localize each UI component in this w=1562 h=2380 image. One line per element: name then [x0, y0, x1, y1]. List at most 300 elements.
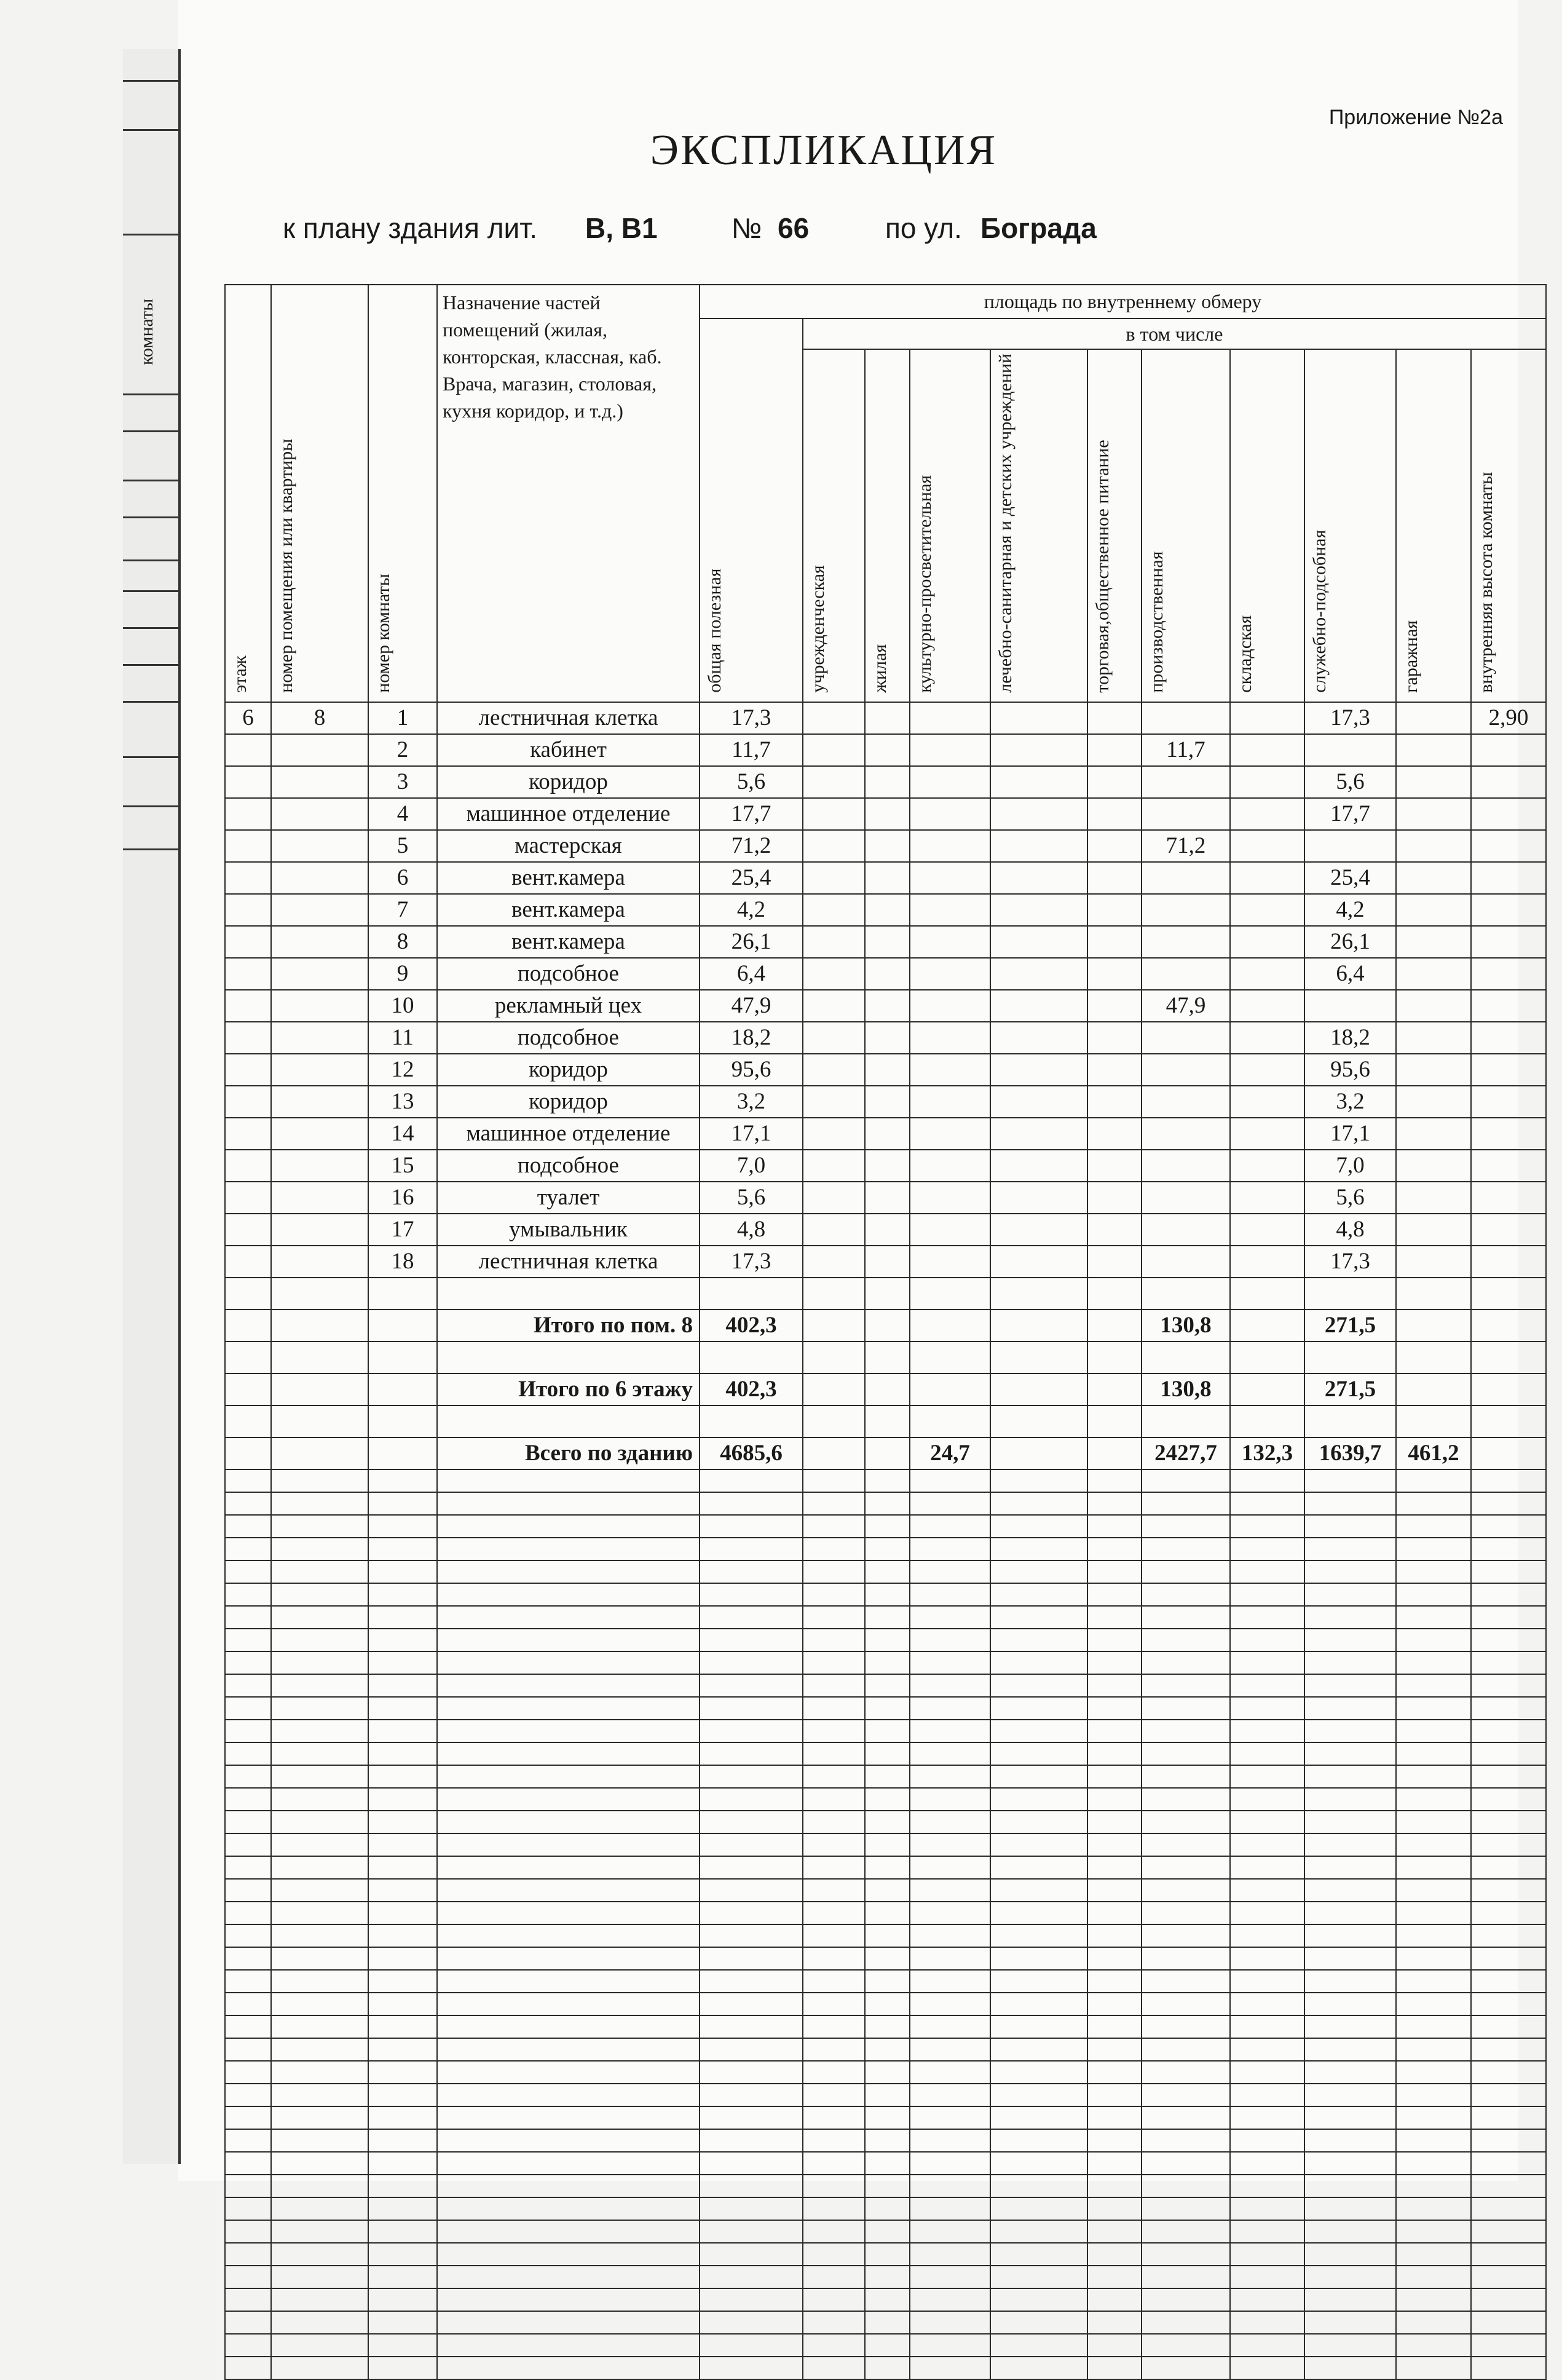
empty-cell [1142, 2220, 1230, 2243]
purpose-cell [437, 1342, 700, 1374]
empty-cell [1304, 1720, 1396, 1742]
empty-cell [225, 1538, 271, 1560]
height-cell [1471, 830, 1546, 862]
empty-cell [1230, 1606, 1304, 1629]
floor-cell [225, 862, 271, 894]
empty-cell [437, 1879, 700, 1902]
empty-row [225, 2243, 1546, 2266]
empty-cell [865, 2129, 910, 2152]
empty-cell [910, 2129, 990, 2152]
institutional-cell [803, 926, 865, 958]
height-cell [1471, 1246, 1546, 1278]
empty-cell [1471, 1515, 1546, 1538]
empty-cell [271, 2243, 368, 2266]
empty-cell [1230, 1765, 1304, 1788]
storage-cell [1230, 1182, 1304, 1214]
empty-cell [1396, 2266, 1471, 2288]
empty-cell [865, 2266, 910, 2288]
empty-cell [803, 2106, 865, 2129]
empty-cell [1396, 1788, 1471, 1811]
total-area-cell: 4,2 [700, 894, 803, 926]
height-cell [1471, 1374, 1546, 1405]
col-header-cultural: культурно-просветительная [910, 349, 990, 702]
empty-cell [225, 1765, 271, 1788]
empty-cell [225, 2220, 271, 2243]
edge-rule-line [123, 664, 178, 666]
apartment-cell [271, 766, 368, 798]
cultural-cell [910, 1246, 990, 1278]
empty-cell [368, 2106, 437, 2129]
empty-cell [1304, 2220, 1396, 2243]
height-cell [1471, 1150, 1546, 1182]
empty-cell [271, 2175, 368, 2197]
service-cell: 271,5 [1304, 1374, 1396, 1405]
empty-cell [865, 1697, 910, 1720]
empty-cell [1087, 1674, 1142, 1697]
storage-cell [1230, 1086, 1304, 1118]
empty-cell [271, 2061, 368, 2084]
residential-cell [865, 1278, 910, 1310]
table-row [225, 1437, 1546, 1469]
empty-cell [225, 2129, 271, 2152]
empty-cell [910, 2334, 990, 2357]
empty-cell [990, 2220, 1087, 2243]
empty-cell [1396, 2038, 1471, 2061]
height-cell [1471, 1054, 1546, 1086]
empty-cell [910, 1674, 990, 1697]
empty-cell [225, 1970, 271, 1993]
garage-cell [1396, 1310, 1471, 1342]
medical-cell [990, 766, 1087, 798]
service-cell: 5,6 [1304, 766, 1396, 798]
room-number-cell [368, 1374, 437, 1405]
empty-cell [1471, 1947, 1546, 1970]
empty-cell [865, 2357, 910, 2379]
table-row [225, 926, 1546, 958]
empty-cell [700, 2175, 803, 2197]
empty-cell [1087, 1788, 1142, 1811]
medical-cell [990, 894, 1087, 926]
empty-cell [271, 1720, 368, 1742]
apartment-cell [271, 734, 368, 766]
empty-cell [271, 1970, 368, 1993]
cultural-cell [910, 766, 990, 798]
empty-cell [990, 1947, 1087, 1970]
empty-cell [368, 2175, 437, 2197]
col-header-height: внутренняя высота комнаты [1471, 349, 1546, 702]
purpose-cell: умывальник [437, 1214, 700, 1246]
medical-cell [990, 958, 1087, 990]
apartment-cell [271, 1118, 368, 1150]
empty-cell [865, 1947, 910, 1970]
empty-cell [700, 2129, 803, 2152]
empty-cell [271, 1697, 368, 1720]
empty-row [225, 2084, 1546, 2106]
empty-cell [437, 2084, 700, 2106]
cultural-cell [910, 1405, 990, 1437]
medical-cell [990, 1118, 1087, 1150]
empty-cell [910, 2084, 990, 2106]
empty-cell [271, 2288, 368, 2311]
floor-cell [225, 1214, 271, 1246]
empty-cell [1471, 1856, 1546, 1879]
empty-cell [368, 2220, 437, 2243]
empty-cell [1471, 1606, 1546, 1629]
empty-row [225, 1651, 1546, 1674]
empty-cell [1304, 1856, 1396, 1879]
table-row [225, 734, 1546, 766]
empty-cell [1471, 2288, 1546, 2311]
empty-cell [1396, 1492, 1471, 1515]
empty-cell [910, 2197, 990, 2220]
empty-cell [700, 2152, 803, 2175]
residential-cell [865, 1214, 910, 1246]
empty-cell [1142, 1902, 1230, 1924]
service-cell: 4,8 [1304, 1214, 1396, 1246]
empty-cell [1087, 1765, 1142, 1788]
empty-cell [225, 1492, 271, 1515]
medical-cell [990, 702, 1087, 734]
empty-cell [990, 1742, 1087, 1765]
empty-cell [1142, 1515, 1230, 1538]
purpose-cell: подсобное [437, 958, 700, 990]
empty-cell [1087, 2243, 1142, 2266]
empty-cell [437, 2266, 700, 2288]
empty-cell [368, 1811, 437, 1833]
empty-cell [1142, 1560, 1230, 1583]
edge-rule-line [123, 430, 178, 432]
total-area-cell [700, 1405, 803, 1437]
storage-cell [1230, 1022, 1304, 1054]
empty-row [225, 1970, 1546, 1993]
institutional-cell [803, 766, 865, 798]
purpose-cell: вент.камера [437, 894, 700, 926]
medical-cell [990, 830, 1087, 862]
empty-cell [1304, 1651, 1396, 1674]
subtitle-prefix: к плану здания лит. [283, 212, 537, 244]
empty-cell [1087, 2334, 1142, 2357]
production-cell [1142, 894, 1230, 926]
total-area-cell: 402,3 [700, 1374, 803, 1405]
trade-cell [1087, 1405, 1142, 1437]
height-cell [1471, 990, 1546, 1022]
storage-cell [1230, 1150, 1304, 1182]
empty-cell [1396, 1902, 1471, 1924]
empty-cell [1396, 2311, 1471, 2334]
residential-cell [865, 990, 910, 1022]
empty-cell [271, 2106, 368, 2129]
service-cell: 4,2 [1304, 894, 1396, 926]
empty-row [225, 2106, 1546, 2129]
empty-cell [1087, 2015, 1142, 2038]
empty-cell [1396, 2220, 1471, 2243]
empty-cell [225, 2334, 271, 2357]
empty-cell [271, 2015, 368, 2038]
empty-cell [437, 2038, 700, 2061]
height-cell [1471, 1182, 1546, 1214]
empty-cell [910, 2038, 990, 2061]
floor-cell [225, 958, 271, 990]
cultural-cell [910, 1150, 990, 1182]
empty-cell [1471, 2038, 1546, 2061]
empty-row [225, 1924, 1546, 1947]
empty-row [225, 1902, 1546, 1924]
empty-cell [990, 1583, 1087, 1606]
empty-cell [1230, 1697, 1304, 1720]
empty-cell [990, 2197, 1087, 2220]
room-number-cell: 7 [368, 894, 437, 926]
purpose-cell: рекламный цех [437, 990, 700, 1022]
col-header-purpose: Назначение частей помещений (жилая, конторская, классная, каб. Врача, магазин, столовая, кухня коридор, и т.д.) [437, 285, 700, 702]
empty-cell [803, 1947, 865, 1970]
purpose-cell: лестничная клетка [437, 702, 700, 734]
empty-cell [1471, 2266, 1546, 2288]
production-cell [1142, 1086, 1230, 1118]
institutional-cell [803, 1405, 865, 1437]
service-cell: 3,2 [1304, 1086, 1396, 1118]
empty-cell [271, 1765, 368, 1788]
col-header-including: в том числе [803, 318, 1546, 349]
empty-cell [368, 1993, 437, 2015]
empty-cell [910, 1765, 990, 1788]
empty-row [225, 2288, 1546, 2311]
empty-cell [368, 1515, 437, 1538]
empty-cell [1230, 1720, 1304, 1742]
empty-cell [1230, 2015, 1304, 2038]
medical-cell [990, 734, 1087, 766]
empty-cell [225, 1515, 271, 1538]
empty-cell [1396, 1697, 1471, 1720]
empty-cell [803, 2152, 865, 2175]
room-number-cell: 9 [368, 958, 437, 990]
production-cell [1142, 1214, 1230, 1246]
empty-cell [1142, 1742, 1230, 1765]
empty-cell [1087, 2197, 1142, 2220]
trade-cell [1087, 1054, 1142, 1086]
purpose-cell: подсобное [437, 1022, 700, 1054]
table-row [225, 1405, 1546, 1437]
storage-cell [1230, 1246, 1304, 1278]
empty-cell [803, 1902, 865, 1924]
service-cell [1304, 1342, 1396, 1374]
trade-cell [1087, 798, 1142, 830]
empty-cell [865, 2334, 910, 2357]
empty-cell [910, 1742, 990, 1765]
col-header-room: номер комнаты [368, 285, 437, 702]
empty-cell [1230, 2288, 1304, 2311]
empty-cell [990, 1924, 1087, 1947]
empty-cell [990, 1879, 1087, 1902]
empty-cell [271, 2266, 368, 2288]
empty-cell [368, 1720, 437, 1742]
empty-cell [437, 1674, 700, 1697]
edge-rule-line [123, 590, 178, 592]
empty-cell [271, 1742, 368, 1765]
production-cell [1142, 1118, 1230, 1150]
cultural-cell [910, 1310, 990, 1342]
empty-cell [1142, 1947, 1230, 1970]
trade-cell [1087, 1374, 1142, 1405]
empty-cell [803, 1788, 865, 1811]
production-cell [1142, 766, 1230, 798]
production-cell [1142, 1278, 1230, 1310]
trade-cell [1087, 702, 1142, 734]
empty-cell [368, 1492, 437, 1515]
empty-cell [225, 2015, 271, 2038]
trade-cell [1087, 830, 1142, 862]
empty-cell [990, 1651, 1087, 1674]
empty-cell [910, 1469, 990, 1492]
production-cell: 11,7 [1142, 734, 1230, 766]
empty-cell [910, 1947, 990, 1970]
service-cell: 17,3 [1304, 1246, 1396, 1278]
empty-cell [1396, 1970, 1471, 1993]
empty-cell [865, 2220, 910, 2243]
medical-cell [990, 1310, 1087, 1342]
purpose-cell: Итого по пом. 8 [437, 1310, 700, 1342]
edge-rule-line [123, 80, 178, 82]
empty-cell [990, 2266, 1087, 2288]
empty-cell [1304, 2311, 1396, 2334]
empty-cell [225, 1583, 271, 1606]
room-number-cell [368, 1342, 437, 1374]
empty-cell [271, 2152, 368, 2175]
room-number-cell: 18 [368, 1246, 437, 1278]
empty-cell [437, 2334, 700, 2357]
empty-cell [437, 2129, 700, 2152]
empty-cell [803, 2084, 865, 2106]
empty-cell [803, 2266, 865, 2288]
garage-cell [1396, 1278, 1471, 1310]
empty-cell [225, 1674, 271, 1697]
empty-cell [368, 1902, 437, 1924]
empty-cell [1396, 2061, 1471, 2084]
residential-cell [865, 734, 910, 766]
medical-cell [990, 1086, 1087, 1118]
floor-cell [225, 830, 271, 862]
empty-cell [1230, 1583, 1304, 1606]
empty-cell [368, 1879, 437, 1902]
floor-cell [225, 1437, 271, 1469]
height-cell [1471, 926, 1546, 958]
empty-cell [865, 2015, 910, 2038]
empty-cell [368, 1651, 437, 1674]
table-row [225, 1278, 1546, 1310]
empty-cell [1087, 1651, 1142, 1674]
floor-cell [225, 926, 271, 958]
empty-cell [225, 2175, 271, 2197]
storage-cell [1230, 702, 1304, 734]
total-area-cell: 25,4 [700, 862, 803, 894]
purpose-cell: Итого по 6 этажу [437, 1374, 700, 1405]
empty-row [225, 1492, 1546, 1515]
building-lit: В, В1 [585, 212, 658, 244]
institutional-cell [803, 1278, 865, 1310]
empty-cell [368, 2288, 437, 2311]
room-number-cell: 6 [368, 862, 437, 894]
empty-cell [803, 2243, 865, 2266]
empty-cell [225, 1469, 271, 1492]
empty-cell [1396, 2334, 1471, 2357]
empty-cell [803, 1765, 865, 1788]
total-area-cell: 26,1 [700, 926, 803, 958]
empty-cell [368, 2061, 437, 2084]
service-cell: 18,2 [1304, 1022, 1396, 1054]
empty-cell [1142, 1924, 1230, 1947]
height-cell [1471, 1437, 1546, 1469]
number-prefix: № [732, 212, 762, 244]
storage-cell [1230, 1054, 1304, 1086]
empty-cell [1304, 1492, 1396, 1515]
empty-cell [990, 1492, 1087, 1515]
empty-cell [437, 1856, 700, 1879]
service-cell [1304, 734, 1396, 766]
empty-cell [1304, 2266, 1396, 2288]
empty-cell [1230, 1993, 1304, 2015]
empty-cell [700, 2220, 803, 2243]
empty-cell [865, 1651, 910, 1674]
empty-cell [1396, 1629, 1471, 1651]
empty-cell [1471, 1993, 1546, 2015]
empty-cell [803, 1492, 865, 1515]
trade-cell [1087, 1118, 1142, 1150]
empty-cell [1471, 1720, 1546, 1742]
empty-cell [803, 1583, 865, 1606]
residential-cell [865, 1342, 910, 1374]
appendix-label: Приложение №2а [1328, 106, 1503, 129]
empty-cell [803, 1742, 865, 1765]
storage-cell [1230, 1118, 1304, 1150]
empty-cell [437, 1947, 700, 1970]
room-number-cell: 13 [368, 1086, 437, 1118]
empty-cell [1396, 1833, 1471, 1856]
apartment-cell [271, 1086, 368, 1118]
street-name: Бограда [980, 212, 1097, 244]
total-area-cell: 17,3 [700, 702, 803, 734]
empty-cell [225, 1879, 271, 1902]
empty-cell [368, 2266, 437, 2288]
empty-cell [1230, 1924, 1304, 1947]
service-cell: 7,0 [1304, 1150, 1396, 1182]
empty-cell [865, 2175, 910, 2197]
empty-cell [1142, 2334, 1230, 2357]
apartment-cell [271, 1054, 368, 1086]
empty-cell [271, 2334, 368, 2357]
empty-cell [700, 1947, 803, 1970]
production-cell [1142, 798, 1230, 830]
empty-cell [803, 2061, 865, 2084]
empty-cell [1396, 1947, 1471, 1970]
empty-cell [437, 2288, 700, 2311]
institutional-cell [803, 894, 865, 926]
empty-cell [910, 1788, 990, 1811]
total-area-cell: 4685,6 [700, 1437, 803, 1469]
residential-cell [865, 766, 910, 798]
empty-cell [368, 1560, 437, 1583]
empty-cell [1396, 1469, 1471, 1492]
empty-cell [803, 2129, 865, 2152]
production-cell [1142, 1022, 1230, 1054]
storage-cell [1230, 798, 1304, 830]
empty-cell [368, 1788, 437, 1811]
empty-cell [271, 1902, 368, 1924]
production-cell [1142, 1182, 1230, 1214]
room-number-cell [368, 1405, 437, 1437]
production-cell [1142, 1342, 1230, 1374]
empty-cell [1230, 2334, 1304, 2357]
empty-cell [271, 1560, 368, 1583]
empty-cell [1230, 1492, 1304, 1515]
